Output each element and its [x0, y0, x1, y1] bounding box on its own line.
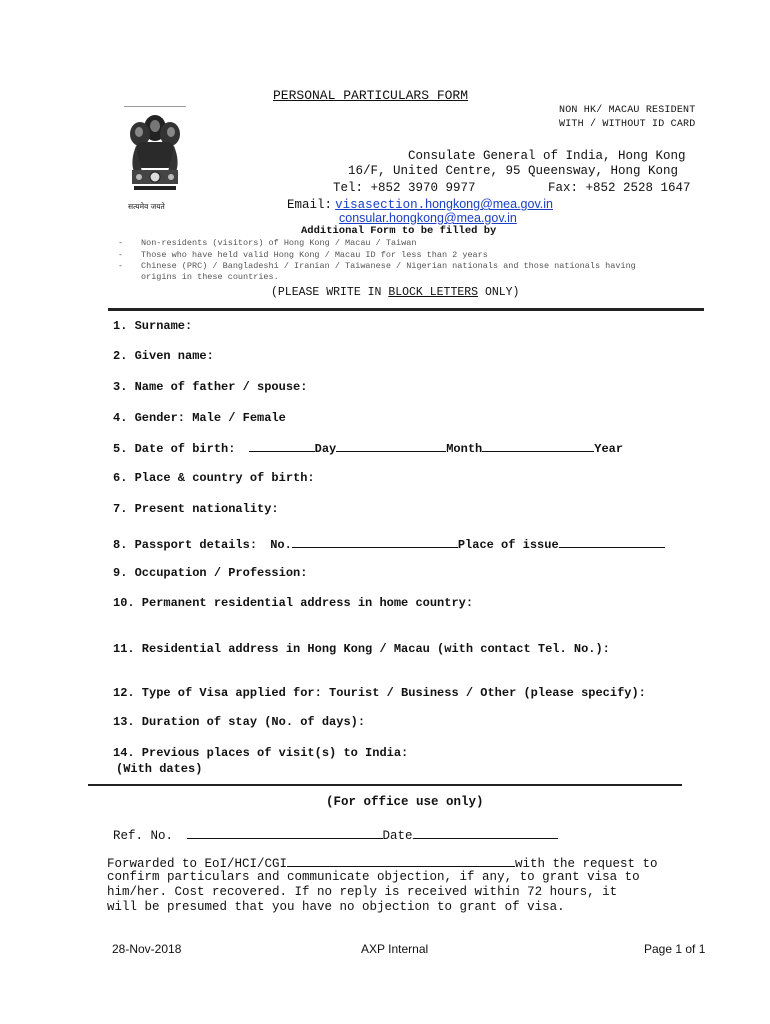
lion-capital-icon: [122, 106, 188, 204]
field-given-name: 2. Given name:: [113, 349, 214, 363]
passport-label: 8. Passport details:: [113, 538, 258, 552]
consulate-address: 16/F, United Centre, 95 Queensway, Hong Kong: [348, 164, 679, 178]
field-previous-visits: 14. Previous places of visit(s) to India:: [113, 746, 409, 760]
passport-place-label: Place of issue: [457, 538, 559, 552]
field-permanent-address: 10. Permanent residential address in home country:: [113, 596, 474, 610]
field-passport: [113, 536, 665, 552]
email-prefix: visasection.: [335, 198, 426, 212]
consulate-fax: Fax: +852 2528 1647: [548, 181, 691, 195]
office-line-2: confirm particulars and communicate objection, if any, to grant visa to: [107, 870, 640, 884]
ref-line: [113, 827, 558, 843]
bullet-2: -: [118, 250, 124, 260]
top-divider: [108, 308, 704, 311]
dob-year-blank[interactable]: [482, 440, 594, 452]
form-title: PERSONAL PARTICULARS FORM: [273, 88, 469, 103]
emblem-motto: सत्यमेव जयते: [128, 202, 165, 211]
field-nationality: 7. Present nationality:: [113, 502, 279, 516]
ref-blank[interactable]: [187, 827, 383, 839]
national-emblem: [122, 106, 188, 216]
dob-month-blank[interactable]: [336, 440, 446, 452]
forwarded-line: [107, 855, 658, 871]
email-line: [287, 197, 553, 212]
footer-date: 28-Nov-2018: [112, 942, 182, 956]
passport-place-blank[interactable]: [559, 536, 665, 548]
footer-page: Page 1 of 1: [644, 942, 706, 956]
instruction-suffix: ONLY): [478, 286, 520, 299]
additional-item-3-cont: origins in these countries.: [141, 272, 279, 282]
field-previous-visits-dates: (With dates): [116, 762, 203, 776]
office-divider: [88, 784, 682, 786]
email-domain: hongkong@mea.gov.in: [425, 197, 553, 211]
instruction-emphasis: BLOCK LETTERS: [388, 286, 479, 299]
field-surname: 1. Surname:: [113, 319, 193, 333]
date-blank[interactable]: [413, 827, 558, 839]
additional-item-2: Those who have held valid Hong Kong / Macau ID for less than 2 years: [141, 250, 488, 260]
resident-status-line2: WITH / WITHOUT ID CARD: [559, 119, 696, 130]
dob-year-label: Year: [594, 442, 624, 456]
office-line-4: will be presumed that you have no objection to grant of visa.: [107, 900, 565, 914]
block-letters-instruction: [271, 286, 519, 299]
field-visa-type: 12. Type of Visa applied for: Tourist / Business / Other (please specify):: [113, 686, 646, 700]
field-duration: 13. Duration of stay (No. of days):: [113, 715, 366, 729]
bullet-3: -: [118, 261, 124, 271]
dob-day-blank[interactable]: [249, 440, 315, 452]
field-place-of-birth: 6. Place & country of birth:: [113, 471, 315, 485]
office-heading: (For office use only): [326, 795, 484, 809]
bullet-1: -: [118, 238, 124, 248]
consulate-tel: Tel: +852 3970 9977: [333, 181, 476, 195]
ref-label: Ref. No.: [113, 829, 174, 843]
dob-day-label: Day: [314, 442, 337, 456]
passport-no-blank[interactable]: [292, 536, 458, 548]
email-visasection-link[interactable]: [335, 197, 553, 211]
field-hk-address: 11. Residential address in Hong Kong / Macau (with contact Tel. No.):: [113, 642, 610, 656]
dob-label: 5. Date of birth:: [113, 442, 236, 456]
passport-no-label: No.: [270, 538, 292, 552]
field-date-of-birth: [113, 440, 623, 456]
forwarded-prefix: Forwarded to EoI/HCI/CGI: [107, 857, 288, 871]
consulate-name: Consulate General of India, Hong Kong: [408, 149, 686, 163]
additional-heading: Additional Form to be filled by: [301, 225, 497, 237]
field-gender: 4. Gender: Male / Female: [113, 411, 286, 425]
forwarded-blank[interactable]: [287, 855, 515, 867]
additional-item-1: Non-residents (visitors) of Hong Kong / Macau / Taiwan: [141, 238, 417, 248]
instruction-prefix: (PLEASE WRITE IN: [271, 286, 389, 299]
field-father-spouse: 3. Name of father / spouse:: [113, 380, 308, 394]
office-line-3: him/her. Cost recovered. If no reply is received within 72 hours, it: [107, 885, 618, 899]
additional-item-3: Chinese (PRC) / Bangladeshi / Iranian / Taiwanese / Nigerian nationals and those nationals having: [141, 261, 636, 271]
dob-month-label: Month: [446, 442, 483, 456]
field-occupation: 9. Occupation / Profession:: [113, 566, 308, 580]
forwarded-suffix: with the request to: [515, 857, 658, 871]
date-label: Date: [382, 829, 413, 843]
email-label: Email:: [287, 198, 333, 212]
resident-status-line1: NON HK/ MACAU RESIDENT: [559, 105, 696, 116]
email-consular-link[interactable]: consular.hongkong@mea.gov.in: [339, 211, 517, 225]
footer-classification: AXP Internal: [361, 942, 429, 956]
